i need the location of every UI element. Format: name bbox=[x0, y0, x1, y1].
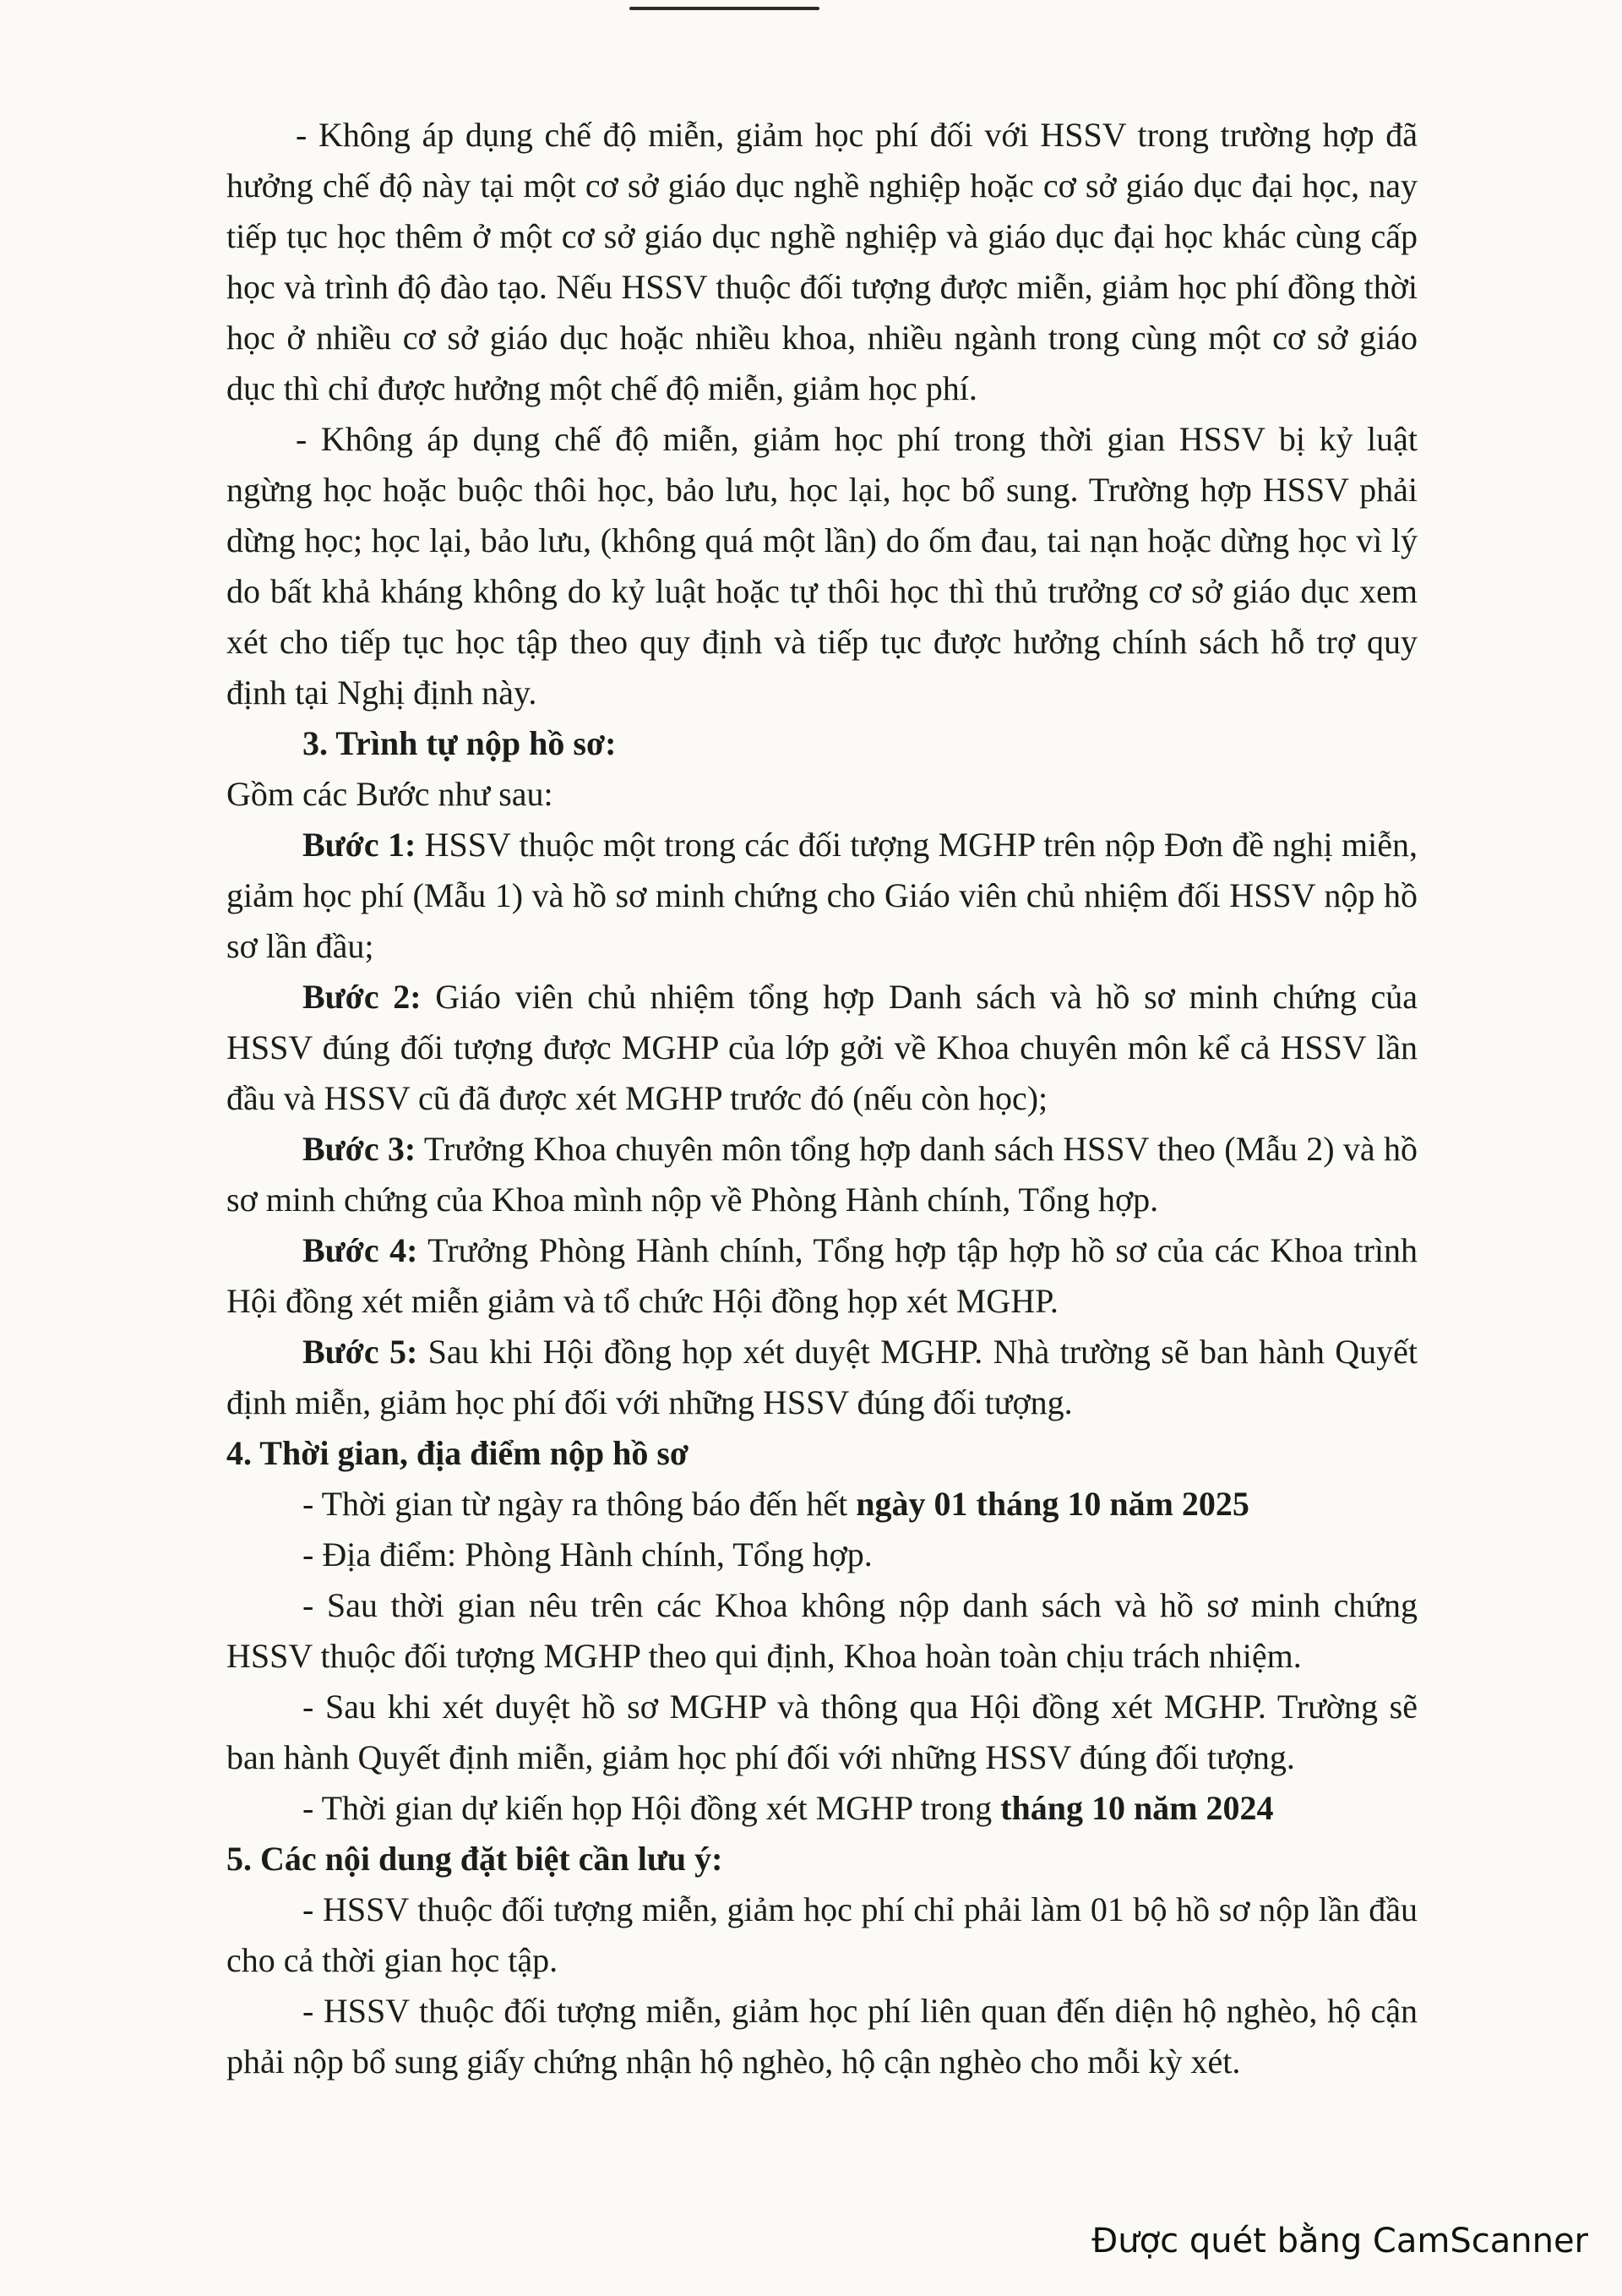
section-4-item-decision: - Sau khi xét duyệt hồ sơ MGHP và thông qua Hội đồng xét MGHP. Trường sẽ ban hành Quyết định miễn, giảm học phí đối với những HSSV đúng đối tượng. bbox=[226, 1688, 1418, 1776]
section-3-heading: 3. Trình tự nộp hồ sơ: bbox=[302, 724, 617, 762]
step-5-label: Bước 5: bbox=[302, 1333, 418, 1371]
section-5-item-2: - HSSV thuộc đối tượng miễn, giảm học phí liên quan đến diện hộ nghèo, hộ cận phải nộp bổ sung giấy chứng nhận hộ nghèo, hộ cận nghèo cho mỗi kỳ xét. bbox=[226, 1992, 1418, 2081]
meeting-date: tháng 10 năm 2024 bbox=[1000, 1789, 1274, 1827]
step-5-text: Sau khi Hội đồng họp xét duyệt MGHP. Nhà trường sẽ ban hành Quyết định miễn, giảm học phí đối với những HSSV đúng đối tượng. bbox=[226, 1333, 1418, 1421]
section-5-item-1: - HSSV thuộc đối tượng miễn, giảm học phí chỉ phải làm 01 bộ hồ sơ nộp lần đầu cho cả thời gian học tập. bbox=[226, 1890, 1418, 1979]
step-3-label: Bước 3: bbox=[302, 1130, 416, 1168]
step-1-text: HSSV thuộc một trong các đối tượng MGHP trên nộp Đơn đề nghị miễn, giảm học phí (Mẫu 1) và hồ sơ minh chứng cho Giáo viên chủ nhiệm đối HSSV nộp hồ sơ lần đầu; bbox=[226, 826, 1418, 965]
step-4 bbox=[226, 1225, 1418, 1327]
section-4-item-responsibility: - Sau thời gian nêu trên các Khoa không nộp danh sách và hồ sơ minh chứng HSSV thuộc đối tượng MGHP theo qui định, Khoa hoàn toàn chịu trách nhiệm. bbox=[226, 1586, 1418, 1675]
paragraph-exemption-rule-1: - Không áp dụng chế độ miễn, giảm học phí đối với HSSV trong trường hợp đã hưởng chế độ này tại một cơ sở giáo dục nghề nghiệp hoặc cơ sở giáo dục đại học, nay tiếp tục học thêm ở một cơ sở giáo dục nghề nghiệp và giáo dục đại học khác cùng cấp học và trình độ đào tạo. Nếu HSSV thuộc đối tượng được miễn, giảm học phí đồng thời học ở nhiều cơ sở giáo dục hoặc nhiều khoa, nhiều ngành trong cùng một cơ sở giáo dục thì chỉ được hưởng một chế độ miễn, giảm học phí. bbox=[226, 116, 1418, 407]
deadline-date: ngày 01 tháng 10 năm 2025 bbox=[856, 1485, 1249, 1523]
document-page bbox=[226, 110, 1418, 2087]
deadline-prefix: - Thời gian từ ngày ra thông báo đến hết bbox=[302, 1485, 857, 1523]
step-1 bbox=[226, 820, 1418, 972]
meeting-prefix: - Thời gian dự kiến họp Hội đồng xét MGHP trong bbox=[302, 1789, 1001, 1827]
top-rule bbox=[629, 7, 819, 10]
step-3-text: Trưởng Khoa chuyên môn tổng hợp danh sách HSSV theo (Mẫu 2) và hồ sơ minh chứng của Khoa mình nộp về Phòng Hành chính, Tổng hợp. bbox=[226, 1130, 1418, 1219]
section-3-intro: Gồm các Bước như sau: bbox=[226, 775, 553, 813]
section-4-item-meeting bbox=[226, 1783, 1418, 1834]
section-4-item-deadline bbox=[226, 1479, 1418, 1530]
step-4-label: Bước 4: bbox=[302, 1231, 418, 1269]
step-2-text: Giáo viên chủ nhiệm tổng hợp Danh sách và hồ sơ minh chứng của HSSV đúng đối tượng được MGHP của lớp gởi về Khoa chuyên môn kể cả HSSV lần đầu và HSSV cũ đã được xét MGHP trước đó (nếu còn học); bbox=[226, 978, 1418, 1117]
section-5-heading: 5. Các nội dung đặt biệt cần lưu ý: bbox=[226, 1840, 723, 1878]
step-3 bbox=[226, 1124, 1418, 1225]
camscanner-watermark: Được quét bằng CamScanner bbox=[1091, 2222, 1588, 2261]
step-2 bbox=[226, 972, 1418, 1124]
section-4-heading: 4. Thời gian, địa điểm nộp hồ sơ bbox=[226, 1434, 689, 1472]
step-1-label: Bước 1: bbox=[302, 826, 416, 864]
paragraph-exemption-rule-2: - Không áp dụng chế độ miễn, giảm học phí trong thời gian HSSV bị kỷ luật ngừng học hoặc buộc thôi học, bảo lưu, học lại, học bổ sung. Trường hợp HSSV phải dừng học; học lại, bảo lưu, (không quá một lần) do ốm đau, tai nạn hoặc dừng học vì lý do bất khả kháng không do kỷ luật hoặc tự thôi học thì thủ trưởng cơ sở giáo dục xem xét cho tiếp tục học tập theo quy định và tiếp tục được hưởng chính sách hỗ trợ quy định tại Nghị định này. bbox=[226, 420, 1418, 712]
step-2-label: Bước 2: bbox=[302, 978, 422, 1016]
step-5 bbox=[226, 1327, 1418, 1428]
step-4-text: Trưởng Phòng Hành chính, Tổng hợp tập hợp hồ sơ của các Khoa trình Hội đồng xét miễn giảm và tổ chức Hội đồng họp xét MGHP. bbox=[226, 1231, 1418, 1320]
section-4-item-location: - Địa điểm: Phòng Hành chính, Tổng hợp. bbox=[302, 1535, 873, 1573]
